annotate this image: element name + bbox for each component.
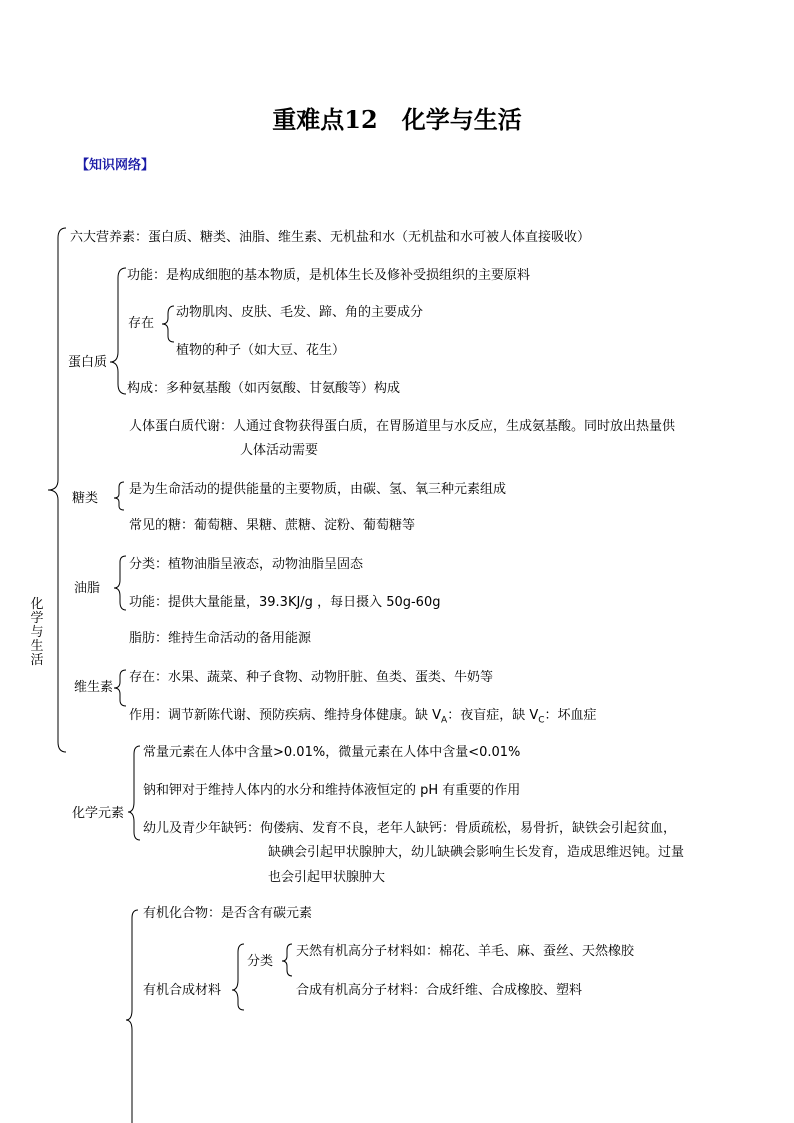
root-label: 化学与生活 <box>30 597 44 668</box>
organic-material-label: 有机合成材料 <box>143 983 222 998</box>
protein-exist-label: 存在 <box>128 316 155 331</box>
protein-function: 功能：是构成细胞的基本物质，是机体生长及修补受损组织的主要原料 <box>127 268 531 283</box>
fat-function: 功能：提供大量能量，39.3KJ/g ，每日摄入 50g-60g <box>129 595 441 610</box>
sugar-common: 常见的糖：葡萄糖、果糖、蔗糖、淀粉、葡萄糖等 <box>129 518 416 533</box>
vitamin-exist: 存在：水果、蔬菜、种子食物、动物肝脏、鱼类、蛋类、牛奶等 <box>129 670 494 685</box>
elements-line-5: 也会引起甲状腺肿大 <box>268 870 386 885</box>
vitamin-func-prefix: 作用：调节新陈代谢、预防疾病、维持身体健康。缺 V <box>129 708 442 723</box>
vitamin-sub-a: A <box>441 715 448 726</box>
exist-brace <box>162 306 174 342</box>
protein-exist-animal: 动物肌肉、皮肤、毛发、蹄、角的主要成分 <box>176 305 424 320</box>
elements-line-2: 钠和钾对于维持人体内的水分和维持体液恒定的 pH 有重要的作用 <box>143 783 521 798</box>
protein-brace <box>110 268 126 394</box>
page-title: 重难点12 化学与生活 <box>272 105 522 134</box>
organic-class-label: 分类 <box>247 954 274 969</box>
organic-brace <box>126 910 138 1123</box>
vitamin-sub-c: C <box>538 715 545 726</box>
elements-line-3: 幼儿及青少年缺钙：佝偻病、发育不良，老年人缺钙：骨质疏松，易骨折，缺铁会引起贫血， <box>143 821 677 836</box>
elements-line-1: 常量元素在人体中含量>0.01%，微量元素在人体中含量<0.01% <box>143 745 521 760</box>
sugar-desc: 是为生命活动的提供能量的主要物质，由碳、氢、氧三种元素组成 <box>129 482 507 497</box>
organic-natural: 天然有机高分子材料如：棉花、羊毛、麻、蚕丝、天然橡胶 <box>296 944 635 959</box>
organic-compound: 有机化合物：是否含有碳元素 <box>143 906 313 921</box>
class-brace <box>282 944 292 976</box>
material-brace <box>232 944 244 1010</box>
nutrients-line: 六大营养素：蛋白质、糖类、油脂、维生素、无机盐和水（无机盐和水可被人体直接吸收） <box>70 230 591 245</box>
fat-class: 分类：植物油脂呈液态，动物油脂呈固态 <box>129 557 364 572</box>
elements-brace <box>128 746 140 840</box>
sugar-brace <box>114 482 124 510</box>
vitamin-brace <box>114 670 126 706</box>
section-label: 【知识网络】 <box>76 158 155 173</box>
elements-label: 化学元素 <box>72 806 125 821</box>
protein-composition: 构成：多种氨基酸（如丙氨酸、甘氨酸等）构成 <box>127 381 401 396</box>
protein-metabolism-2: 人体活动需要 <box>240 443 319 458</box>
fat-label: 油脂 <box>74 581 101 596</box>
protein-label: 蛋白质 <box>68 355 108 370</box>
sugar-label: 糖类 <box>72 491 99 506</box>
root-brace <box>48 228 66 752</box>
fat-adipose: 脂肪：维持生命活动的备用能源 <box>129 631 312 646</box>
elements-line-4: 缺碘会引起甲状腺肿大，幼儿缺碘会影响生长发育，造成思维迟钝。过量 <box>268 845 685 860</box>
vitamin-label: 维生素 <box>74 680 114 695</box>
vitamin-func-suffix: ：坏血症 <box>544 708 597 723</box>
vitamin-func-mid: ：夜盲症，缺 V <box>447 708 539 723</box>
protein-metabolism-1: 人体蛋白质代谢：人通过食物获得蛋白质，在胃肠道里与水反应，生成氨基酸。同时放出热量供 <box>129 419 676 434</box>
vitamin-function <box>129 708 597 729</box>
organic-synthetic: 合成有机高分子材料：合成纤维、合成橡胶、塑料 <box>296 983 583 998</box>
protein-exist-plant: 植物的种子（如大豆、花生） <box>176 343 346 358</box>
fat-brace <box>114 556 126 610</box>
